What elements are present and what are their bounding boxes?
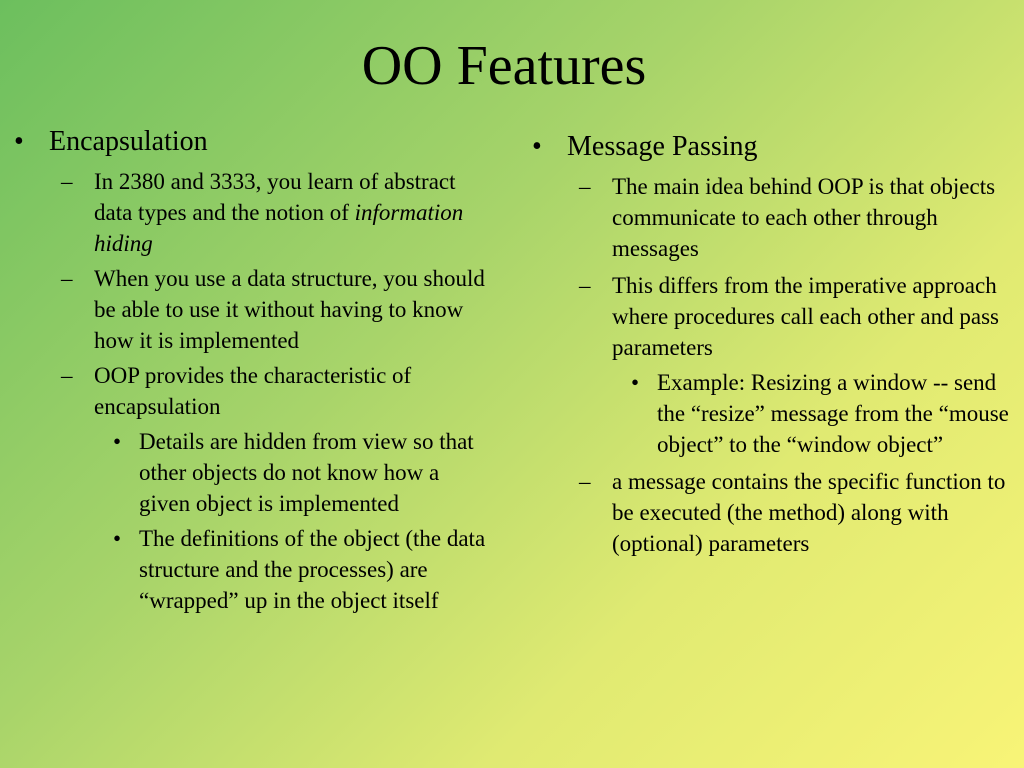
sub-bullet-text: This differs from the imperative approach where procedures call each other and pass parameters <box>612 273 999 360</box>
dash-icon: – <box>61 363 73 388</box>
sub-sub-bullet-text: Details are hidden from view so that other objects do not know how a given object is implemented <box>139 429 474 516</box>
bullet-dot-icon: • <box>14 126 24 157</box>
sub-bullet <box>14 360 494 422</box>
bullet-encapsulation <box>14 124 494 160</box>
dash-icon: – <box>61 169 73 194</box>
dash-icon: – <box>61 266 73 291</box>
dash-icon: – <box>579 469 591 494</box>
sub-sub-bullet <box>14 426 494 519</box>
sub-sub-bullet-text: The definitions of the object (the data structure and the processes) are “wrapped” up in the object itself <box>139 526 486 613</box>
sub-bullet-text: The main idea behind OOP is that objects communicate to each other through messages <box>612 174 996 261</box>
dash-icon: – <box>579 174 591 199</box>
sub-sub-bullet <box>532 367 1016 460</box>
sub-bullet-italic-text: information hiding <box>94 200 464 256</box>
dash-icon: – <box>579 273 591 298</box>
sub-bullet <box>532 171 1016 264</box>
sub-bullet <box>14 263 494 356</box>
sub-bullet-text: OOP provides the characteristic of encapsulation <box>94 363 412 419</box>
bullet-dot-icon: • <box>113 429 122 454</box>
sub-bullet-text: a message contains the specific function to be executed (the method) along with (optional) parameters <box>612 469 1006 556</box>
bullet-dot-icon: • <box>532 131 542 162</box>
bullet-label: Encapsulation <box>49 126 208 157</box>
right-column <box>532 124 1016 559</box>
sub-bullet <box>532 466 1016 559</box>
slide-title: OO Features <box>361 35 647 97</box>
sub-bullet <box>532 270 1016 363</box>
bullet-dot-icon: • <box>113 526 122 551</box>
bullet-label: Message Passing <box>567 131 758 162</box>
sub-bullet <box>14 166 494 259</box>
sub-bullet-text: When you use a data structure, you should be able to use it without having to know how it is implemented <box>94 266 485 353</box>
bullet-message-passing <box>532 129 1016 165</box>
sub-sub-bullet-text: Example: Resizing a window -- send the “resize” message from the “mouse object” to the “window object” <box>657 370 1009 457</box>
sub-sub-bullet <box>14 523 494 616</box>
left-column <box>14 124 494 616</box>
sub-bullet-text: In 2380 and 3333, you learn of abstract data types and the notion of <box>94 169 456 225</box>
bullet-dot-icon: • <box>631 370 640 395</box>
